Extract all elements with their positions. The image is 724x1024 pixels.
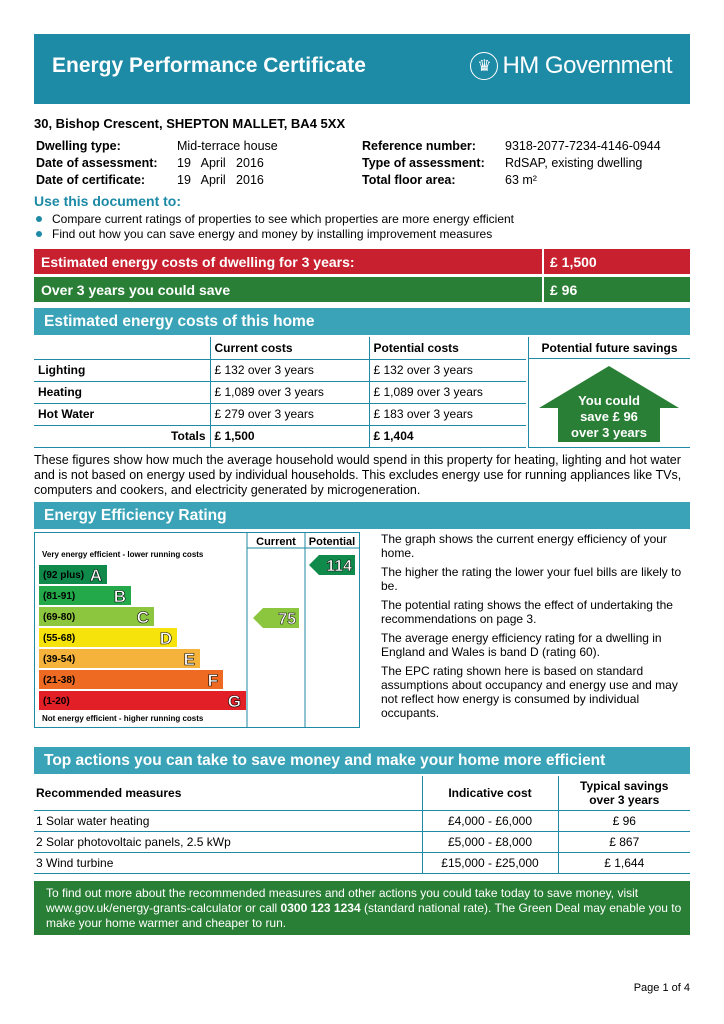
band-letter: G: [227, 692, 241, 711]
table-header: Typical savings over 3 years: [558, 776, 690, 810]
band-range: (1-20): [43, 696, 70, 707]
table-header-row: [34, 337, 526, 359]
estimated-costs-bar: [34, 249, 690, 274]
detail-label: Reference number:: [362, 139, 476, 153]
potential-cost: £ 1,089 over 3 years: [369, 381, 526, 403]
cost-item: Hot Water: [34, 403, 210, 425]
measure-saving: £ 867: [558, 831, 690, 852]
measure-cost: £5,000 - £8,000: [422, 831, 558, 852]
costs-table: [34, 337, 526, 448]
band-range: (39-54): [43, 654, 76, 665]
band-letter: E: [183, 650, 195, 669]
potential-column-header: Potential: [308, 536, 356, 548]
detail-label: Date of certificate:: [36, 173, 146, 187]
table-row: [34, 359, 526, 381]
energy-grants-link[interactable]: www.gov.uk/energy-grants-calculator or call: [46, 901, 281, 915]
current-column-header: Current: [256, 536, 296, 548]
detail-label: Type of assessment:: [362, 156, 485, 170]
table-header: [34, 337, 210, 359]
list-item: Find out how you can save energy and money by installing improvement measures: [36, 227, 492, 241]
table-header: Indicative cost: [422, 776, 558, 810]
total-current: £ 1,500: [210, 425, 369, 447]
royal-crest-icon: ♛: [470, 52, 498, 80]
estimated-costs-value: £ 1,500: [544, 249, 690, 274]
band-letter: B: [113, 587, 126, 606]
total-potential: £ 1,404: [369, 425, 526, 447]
measures-table: [34, 776, 690, 874]
eer-chart-svg: [35, 533, 359, 727]
current-cost: £ 279 over 3 years: [210, 403, 369, 425]
table-row: [34, 831, 690, 852]
band-range: (55-68): [43, 633, 76, 644]
table-header-row: [34, 776, 690, 810]
savings-arrow-line: over 3 years: [571, 425, 647, 440]
current-cost: £ 1,089 over 3 years: [210, 381, 369, 403]
band-letter: C: [136, 608, 149, 627]
detail-value: 19 April 2016: [177, 173, 264, 187]
measure-name: 1 Solar water heating: [34, 810, 422, 831]
list-item: Compare current ratings of properties to see which properties are more energy efficient: [36, 212, 514, 226]
cost-item: Heating: [34, 381, 210, 403]
savings-arrow-line: You could: [578, 393, 640, 408]
detail-label: Total floor area:: [362, 173, 456, 187]
detail-value: Mid-terrace house: [177, 139, 278, 153]
table-row: [34, 381, 526, 403]
band-range: (69-80): [43, 612, 76, 623]
measure-cost: £15,000 - £25,000: [422, 852, 558, 873]
use-document-title: Use this document to:: [34, 193, 182, 209]
eer-paragraph: The graph shows the current energy efficiency of your home.: [381, 532, 667, 560]
hm-government-logo: [470, 52, 672, 80]
band-range: (81-91): [43, 591, 76, 602]
potential-rating-arrow-value: 114: [326, 558, 352, 575]
band-letter: A: [89, 566, 102, 585]
potential-cost: £ 132 over 3 years: [369, 359, 526, 381]
eer-paragraph: The EPC rating shown here is based on standard assumptions about occupancy and energy use and may not reflect how energy is consumed by individual occupants.: [381, 664, 678, 720]
detail-value: 19 April 2016: [177, 156, 264, 170]
costs-note: These figures show how much the average household would spend in this property for heating, lighting and hot water and is not based on energy used by individual households. This excludes energy use for running appliances like TVs, computers and cookers, and electricity generated by microgeneration.: [34, 453, 682, 497]
band-letter: D: [159, 629, 172, 648]
table-header: Recommended measures: [34, 776, 422, 810]
savings-arrow-line: save £ 96: [580, 409, 638, 424]
band-letter: F: [207, 671, 218, 690]
eer-paragraph: The average energy efficiency rating for a dwelling in England and Wales is band D (rating 60).: [381, 631, 662, 659]
bullet-icon: [36, 216, 42, 222]
table-header: Potential costs: [369, 337, 526, 359]
cost-item: Lighting: [34, 359, 210, 381]
footer-line: make your home warmer and cheaper to run.: [46, 916, 287, 930]
totals-row: [34, 425, 526, 447]
table-header: Current costs: [210, 337, 369, 359]
eer-paragraph: The potential rating shows the effect of undertaking the recommendations on page 3.: [381, 598, 673, 626]
potential-savings-box: [528, 337, 690, 448]
savings-bar: [34, 277, 690, 302]
detail-label: Date of assessment:: [36, 156, 158, 170]
table-row: [34, 810, 690, 831]
actions-section-title: Top actions you can take to save money and make your home more efficient: [34, 747, 690, 774]
footer-info-box: [34, 881, 690, 935]
property-address: 30, Bishop Crescent, SHEPTON MALLET, BA4 5XX: [34, 116, 346, 131]
band-range: (21-38): [43, 675, 76, 686]
bottom-efficiency-label: Not energy efficient - higher running costs: [42, 714, 204, 723]
bullet-icon: [36, 231, 42, 237]
detail-value: 63 m²: [505, 173, 537, 187]
table-row: [34, 403, 526, 425]
current-rating-arrow-value: 75: [278, 611, 296, 628]
footer-line: [46, 901, 690, 916]
header-banner: [34, 34, 690, 104]
band-range: (92 plus): [43, 570, 85, 581]
measure-name: 3 Wind turbine: [34, 852, 422, 873]
eer-section-title: Energy Efficiency Rating: [34, 502, 690, 529]
costs-section-title: Estimated energy costs of this home: [34, 308, 690, 335]
eer-description: [381, 532, 690, 725]
top-efficiency-label: Very energy efficient - lower running costs: [42, 550, 204, 559]
page-title: Energy Performance Certificate: [52, 54, 366, 77]
eer-paragraph: The higher the rating the lower your fuel bills are likely to be.: [381, 565, 682, 593]
savings-value: £ 96: [544, 277, 690, 302]
detail-value: 9318-2077-7234-4146-0944: [505, 139, 661, 153]
rating-band-g: [39, 691, 246, 710]
measure-saving: £ 96: [558, 810, 690, 831]
table-row: [34, 852, 690, 873]
detail-label: Dwelling type:: [36, 139, 121, 153]
eer-chart: [34, 532, 360, 728]
page-number: Page 1 of 4: [633, 982, 690, 994]
phone-number[interactable]: 0300 123 1234: [280, 901, 361, 915]
savings-label: Over 3 years you could save: [34, 277, 542, 302]
measure-name: 2 Solar photovoltaic panels, 2.5 kWp: [34, 831, 422, 852]
estimated-costs-label: Estimated energy costs of dwelling for 3 years:: [34, 249, 542, 274]
footer-text: (standard national rate). The Green Deal may enable you to: [360, 901, 682, 915]
savings-arrow: [529, 360, 690, 448]
potential-cost: £ 183 over 3 years: [369, 403, 526, 425]
totals-label: Totals: [34, 425, 210, 447]
detail-value: RdSAP, existing dwelling: [505, 156, 643, 170]
measure-saving: £ 1,644: [558, 852, 690, 873]
measure-cost: £4,000 - £6,000: [422, 810, 558, 831]
current-cost: £ 132 over 3 years: [210, 359, 369, 381]
gov-logo-text: HM Government: [502, 52, 672, 79]
footer-line: To find out more about the recommended measures and other actions you could take today to save money, visit: [46, 886, 639, 900]
potential-savings-header: Potential future savings: [529, 337, 690, 359]
